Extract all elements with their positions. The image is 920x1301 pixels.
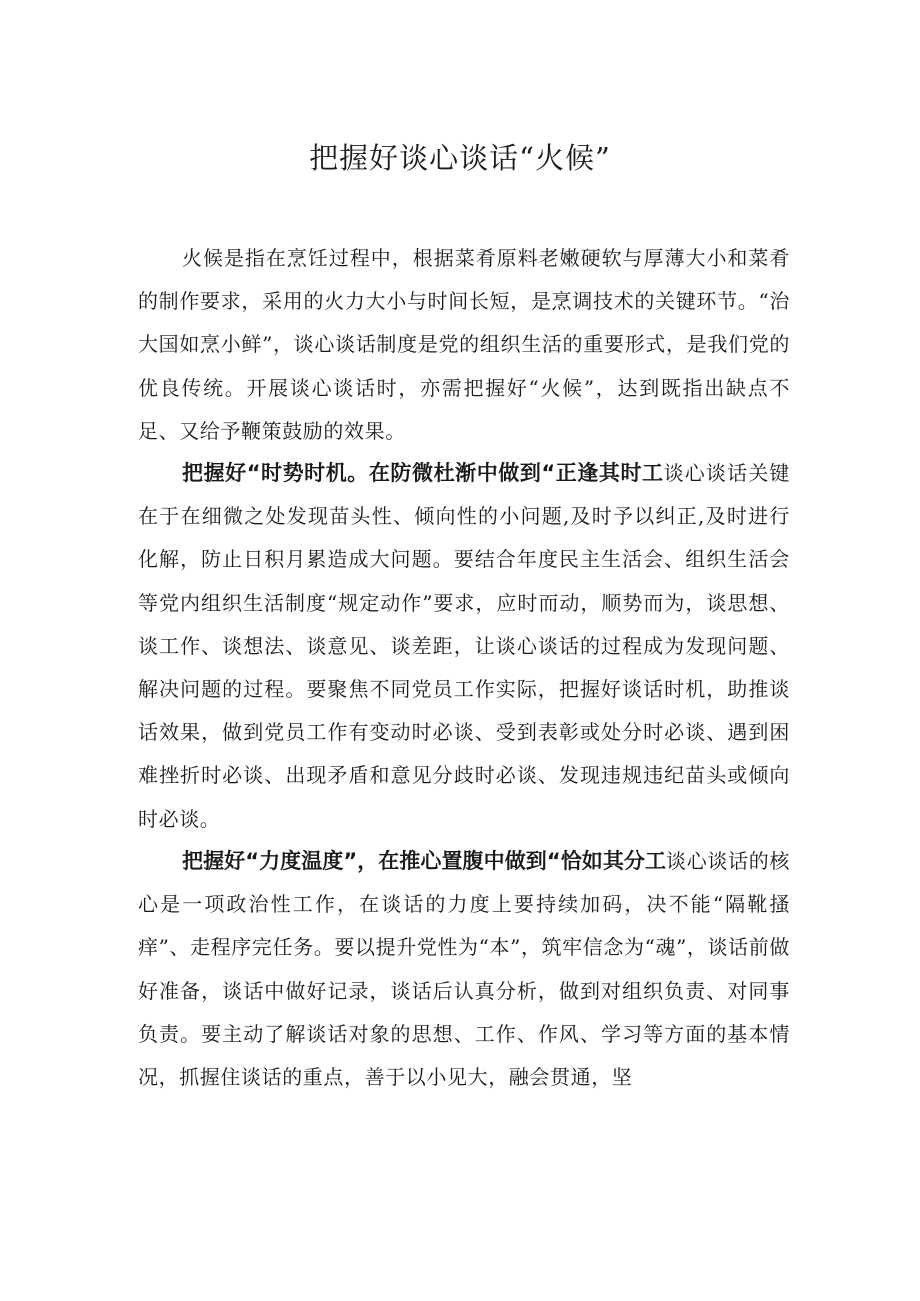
paragraph-timing <box>138 452 790 841</box>
paragraph-intensity <box>138 840 790 1099</box>
paragraph-text: 火候是指在烹饪过程中，根据菜肴原料老嫩硬软与厚薄大小和菜肴的制作要求，采用的火力大小与时间长短，是烹调技术的关键环节。“治大国如烹小鲜”，谈心谈话制度是党的组织生活的重要形式，是我们党的优良传统。开展谈心谈话时，亦需把握好“火候”，达到既指出缺点不足、又给予鞭策鼓励的效果。 <box>138 246 790 443</box>
paragraph-text: 谈心谈话的核心是一项政治性工作，在谈话的力度上要持续加码，决不能“隔靴搔痒”、走程序完任务。要以提升党性为“本”，筑牢信念为“魂”，谈话前做好准备，谈话中做好记录，谈话后认真分析，做到对组织负责、对同事负责。要主动了解谈话对象的思想、工作、作风、学习等方面的基本情况，抓握住谈话的重点，善于以小见大，融会贯通，坚 <box>138 849 790 1090</box>
paragraph-heading: 把握好“力度温度”，在推心置腹中做到“恰如其分工 <box>182 849 667 873</box>
paragraph-intro <box>138 237 790 453</box>
document-title: 把握好谈心谈话“火候” <box>309 141 611 175</box>
paragraph-text: 谈心谈话关键在于在细微之处发现苗头性、倾向性的小问题,及时予以纠正,及时进行化解，防止日积月累造成大问题。要结合年度民主生活会、组织生活会等党内组织生活制度“规定动作”要求，应时而动，顺势而为，谈思想、谈工作、谈想法、谈意见、谈差距，让谈心谈话的过程成为发现问题、解决问题的过程。要聚焦不同党员工作实际，把握好谈话时机，助推谈话效果，做到党员工作有变动时必谈、受到表彰或处分时必谈、遇到困难挫折时必谈、出现矛盾和意见分歧时必谈、发现违规违纪苗头或倾向时必谈。 <box>138 461 790 831</box>
paragraph-heading: 把握好“时势时机。在防微杜渐中做到“正逢其时工 <box>182 461 664 485</box>
